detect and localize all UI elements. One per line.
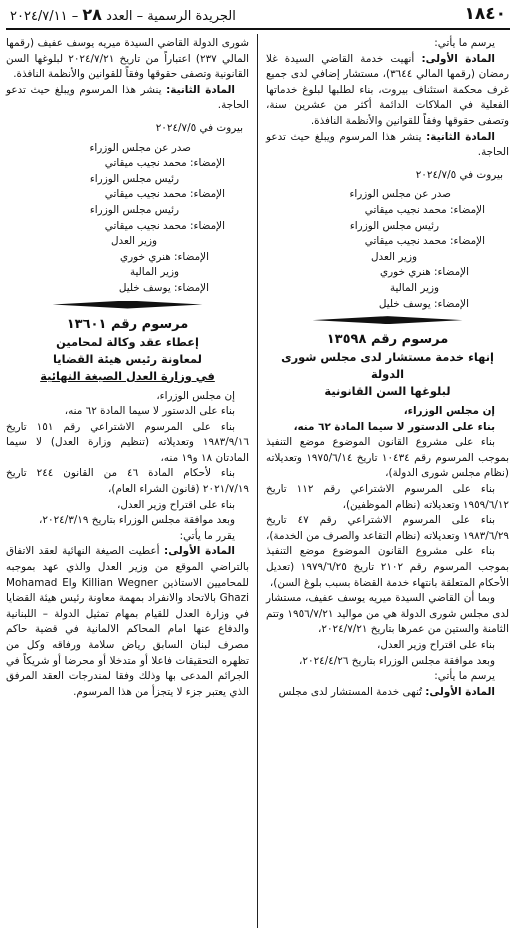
preamble-line: يقرر ما يأتي: [179,529,235,542]
preamble-line: بناء على المرسوم الاشتراعي رقم ١١٢ تاريخ ١٩٥٩/٦/١٢ وتعديلاته (نظام الموظفين)، [266,483,509,511]
preamble-line: إن مجلس الوزراء، [156,389,235,402]
article-2-text: ينشر هذا المرسوم ويبلغ حيث تدعو الحاجة. [6,83,249,112]
signature-issued: صدر عن مجلس الوزراء [89,141,191,154]
article-1-text: أنهيت خدمة القاضي السيدة غلا رمضان (رقمها المالي ٣٦٤٤)، مستشار إضافي لدى جميع غرف محكمة استئناف بيروت، بناء لطلبها لبلوغ خدماتها الفعلية في الملاكات الدائمة أكثر من عشرين سنة، وتصفى حقوقها وفقاً للقوانين والأنظمة النافذة. [266,52,509,127]
decree-title: مرسوم رقم ١٣٦٠١ [66,316,189,332]
signature-line: الإمضاء: محمد نجيب ميقاتي [364,235,485,248]
article-1 [266,52,509,130]
decree-subtitle: لمعاونة رئيس هيئة القضايا [53,351,202,366]
signature-justice-title: وزير العدل [370,250,417,263]
decree-date: بيروت في ٢٠٢٤/٧/٥ [155,121,243,134]
signature-line: الإمضاء: هنري خوري [120,250,209,263]
article-2 [266,130,509,161]
decree-subtitle: لبلوغها السن القانونية [324,384,451,399]
preamble-line: بناء على المرسوم الاشتراعي رقم ٤٧ تاريخ ١٩٨٣/٦/٢٩ وتعديلاته (نظام التقاعد والصرف من الخدمة)، [266,514,509,542]
article-1 [6,544,249,700]
preamble-line: إن مجلس الوزراء، [403,405,495,418]
signature-line: الإمضاء: محمد نجيب ميقاتي [104,188,225,201]
running-title [10,5,236,24]
signature-issued: صدر عن مجلس الوزراء [349,188,451,201]
signature-line: الإمضاء: هنري خوري [380,266,469,279]
article-1-text: أعطيت الصيغة النهائية لعقد الاتفاق بالتراضي الموقع من وزير العدل والذي عهد بموجبه للمحاميين الاستاذين Killian Wegner وMohamad El Ghazi بالاتحاد والانفراد بمهمة معاونة رئيس هيئة القضايا في وزارة العدل للقيام بمهام تمثيل الدولة – اللبنانية والدفاع عنها امام المحاكم الالمانية في قضية حاكم مصرف لبنان السابق رياض سلامة ورفاقه وكل من تظهره التحقيقات فاعلا أو متدخلا أو محرضا أو شريكاً في الجرائم المدعى بها وذلك وفقا لمندرجات العقد المرفق الذي يعتبر جزء لا يتجزأ من هذا المرسوم. [6,545,249,698]
preamble-line: وبما أن القاضي السيدة ميريه يوسف عفيف، مستشار لدى مجلس شورى الدولة هي من مواليد ١٩٥٦/٧/٢١ وتتم الثامنة والستين من عمرها بتاريخ ٢٠٢٤/٧/٢١، [266,592,509,636]
signature-finance-title: وزير المالية [389,281,439,294]
preamble-line: وبعد موافقة مجلس الوزراء بتاريخ ٢٠٢٤/٣/١٩، [39,514,235,527]
signature-line: الإمضاء: محمد نجيب ميقاتي [104,219,225,232]
decree-title: مرسوم رقم ١٣٥٩٨ [326,332,449,348]
decree-subtitle: إنهاء خدمة مستشار لدى مجلس شورى الدولة [281,350,494,382]
preamble-line: بناء على اقتراح وزير العدل، [377,639,495,651]
preamble-line: بناء على مشروع القانون الموضوع موضع التنفيذ بموجب المرسوم رقم ١٠٤٣٤ تاريخ ١٩٧٥/٦/١٤ وتعديلاته (نظام مجلس شورى الدولة)، [266,436,510,480]
signature-line: الإمضاء: يوسف خليل [118,281,209,294]
intro-text: يرسم ما يأتي: [434,37,495,49]
signature-line: الإمضاء: محمد نجيب ميقاتي [364,203,485,216]
article-1-label: المادة الأولى: [421,52,495,65]
preamble-line: بناء على الدستور لا سيما المادة ٦٢ منه، [293,420,495,433]
running-title-prefix: الجريدة الرسمية – العدد [101,9,236,24]
article-2 [6,83,249,114]
section-separator [53,301,203,309]
article-text: تُنهى خدمة المستشار لدى مجلس [278,685,426,698]
article-2-label: المادة الثانية: [166,83,235,96]
preamble-line: بناء على الدستور لا سيما المادة ٦٢ منه، [64,405,235,418]
article-2-label: المادة الثانية: [426,130,495,143]
signature-justice-title: وزير العدل [110,235,157,248]
signature-line: الإمضاء: يوسف خليل [378,297,469,310]
decree-subtitle: في وزارة العدل الصيغة النهائية [40,368,215,383]
signature-line: الإمضاء: محمد نجيب ميقاتي [104,157,225,170]
article-1-decree2 [266,685,509,701]
preamble-line: بناء على اقتراح وزير العدل، [117,498,235,511]
article-2-text: ينشر هذا المرسوم ويبلغ حيث تدعو الحاجة. [266,130,509,159]
signature-pm-title: رئيس مجلس الوزراء [349,219,439,232]
preamble-line: بناء على المرسوم الاشتراعي رقم ١٥١ تاريخ ١٩٨٣/٩/١٦ وتعديلاته (تنظيم وزارة العدل) لا سيما المادتان ١٨ و١٩ منه، [6,420,249,464]
header-rule [6,28,510,30]
preamble-line: وبعد موافقة مجلس الوزراء بتاريخ ٢٠٢٤/٤/٢٦، [299,654,495,667]
article-1-label: المادة الأولى: [164,545,235,558]
continued-text: شورى الدولة القاضي السيدة ميريه يوسف عفيف (رقمها المالي ٢٣٧) اعتباراً من تاريخ ٢٠٢٤/٧/٢١ لبلوغها السن القانونية وتصفى حقوقها وفقاً للقوانين والأنظمة النافذة. [6,37,250,81]
column-divider [257,34,258,928]
preamble-line: بناء على مشروع القانون الموضوع موضع التنفيذ بموجب المرسوم رقم ٢١٠٢ تاريخ ١٩٧٩/٦/٢٥ (تعديل الأحكام المتعلقة بانتهاء خدمة القضاة بسبب بلوغ السن)، [266,545,509,589]
right-column [266,36,509,700]
page-number: ١٨٤٠ [464,4,506,24]
issue-number: ٢٨ [82,5,102,24]
section-separator [313,316,463,324]
decree-subtitle: إعطاء عقد وكالة لمحامين [56,334,199,349]
running-title-suffix: – ٢٠٢٤/٧/١١ [10,9,83,24]
signature-pm-title: رئيس مجلس الوزراء [89,203,179,216]
preamble-line: بناء لأحكام المادة ٤٦ من القانون ٢٤٤ تاريخ ٢٠٢١/٧/١٩ (قانون الشراء العام)، [6,467,249,496]
left-column [6,36,249,700]
page-header [6,4,510,28]
decree-date: بيروت في ٢٠٢٤/٧/٥ [415,168,503,181]
preamble-line: يرسم ما يأتي: [434,670,495,683]
article-label: المادة الأولى: [425,685,495,698]
signature-pm-title: رئيس مجلس الوزراء [89,172,179,185]
signature-finance-title: وزير المالية [129,266,179,279]
